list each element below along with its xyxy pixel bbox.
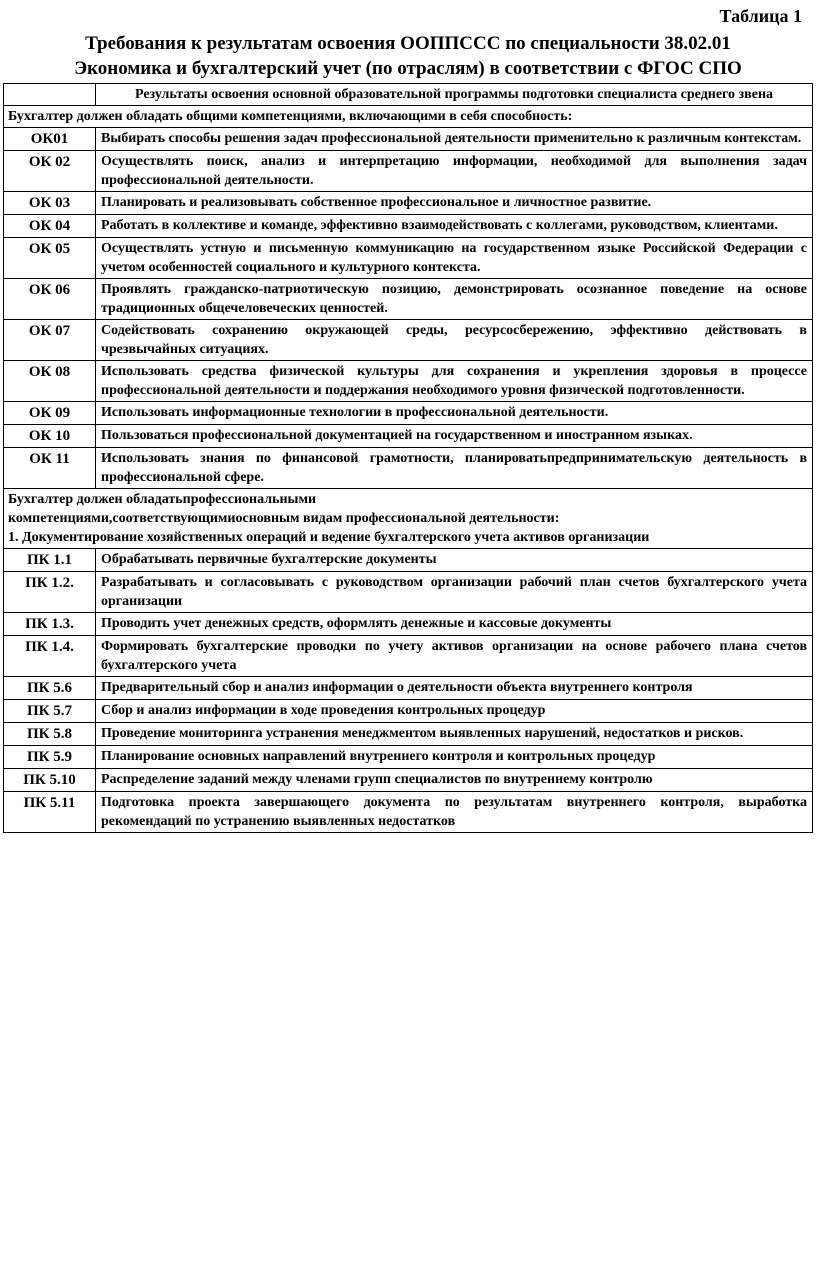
professional-competency-row bbox=[4, 746, 813, 769]
professional-intro bbox=[4, 489, 813, 549]
competency-code: ПК 5.6 bbox=[4, 677, 96, 700]
competency-description: Планирование основных направлений внутреннего контроля и контрольных процедур bbox=[96, 746, 813, 769]
competency-description: Работать в коллективе и команде, эффективно взаимодействовать с коллегами, руководством, клиентами. bbox=[96, 215, 813, 238]
table-header-row bbox=[4, 84, 813, 106]
competency-description: Проводить учет денежных средств, оформлять денежные и кассовые документы bbox=[96, 613, 813, 636]
competency-description: Использовать знания по финансовой грамотности, планироватьпредпринимательскую деятельность в профессиональной сфере. bbox=[96, 448, 813, 489]
competency-description: Пользоваться профессиональной документацией на государственном и иностранном языках. bbox=[96, 425, 813, 448]
competency-description: Распределение заданий между членами групп специалистов по внутреннему контролю bbox=[96, 769, 813, 792]
competency-code: ПК 1.2. bbox=[4, 572, 96, 613]
competency-table bbox=[3, 83, 813, 833]
competency-code: ОК01 bbox=[4, 128, 96, 151]
professional-competency-row bbox=[4, 572, 813, 613]
competency-code: ПК 1.4. bbox=[4, 636, 96, 677]
table-number: Таблица 1 bbox=[719, 6, 802, 26]
professional-intro-line: Бухгалтер должен обладатьпрофессиональными bbox=[8, 492, 317, 507]
general-competency-row bbox=[4, 402, 813, 425]
general-intro: Бухгалтер должен обладать общими компетенциями, включающими в себя способность: bbox=[4, 106, 813, 128]
competency-description: Подготовка проекта завершающего документа по результатам внутреннего контроля, выработка рекомендаций по устранению выявленных недостатков bbox=[96, 792, 813, 833]
general-competency-row bbox=[4, 425, 813, 448]
general-competency-row bbox=[4, 361, 813, 402]
competency-description: Планировать и реализовывать собственное профессиональное и личностное развитие. bbox=[96, 192, 813, 215]
general-competency-row bbox=[4, 448, 813, 489]
competency-code: ОК 10 bbox=[4, 425, 96, 448]
competency-description: Использовать средства физической культуры для сохранения и укрепления здоровья в процессе профессиональной деятельности и поддержания необходимого уровня физической подготовленности. bbox=[96, 361, 813, 402]
general-competency-row bbox=[4, 279, 813, 320]
professional-competency-row bbox=[4, 792, 813, 833]
general-competency-row bbox=[4, 128, 813, 151]
title-line-1: Требования к результатам освоения ООППССС по специальности 38.02.01 bbox=[85, 33, 731, 54]
competency-description: Содействовать сохранению окружающей среды, ресурсосбережению, эффективно действовать в чрезвычайных ситуациях. bbox=[96, 320, 813, 361]
general-competency-row bbox=[4, 320, 813, 361]
professional-competency-row bbox=[4, 723, 813, 746]
competency-description: Обрабатывать первичные бухгалтерские документы bbox=[96, 549, 813, 572]
general-competency-row bbox=[4, 238, 813, 279]
competency-code: ПК 5.7 bbox=[4, 700, 96, 723]
professional-competency-row bbox=[4, 700, 813, 723]
competency-code: ОК 09 bbox=[4, 402, 96, 425]
header-cell: Результаты освоения основной образовательной программы подготовки специалиста среднего звена bbox=[96, 84, 813, 106]
competency-code: ПК 1.1 bbox=[4, 549, 96, 572]
competency-code: ОК 08 bbox=[4, 361, 96, 402]
general-competency-row bbox=[4, 215, 813, 238]
professional-intro-line: 1. Документирование хозяйственных операций и ведение бухгалтерского учета активов организации bbox=[8, 530, 650, 545]
competency-description: Осуществлять поиск, анализ и интерпретацию информации, необходимой для выполнения задач профессиональной деятельности. bbox=[96, 151, 813, 192]
professional-competency-row bbox=[4, 677, 813, 700]
competency-description: Использовать информационные технологии в профессиональной деятельности. bbox=[96, 402, 813, 425]
title-line-2: Экономика и бухгалтерский учет (по отраслям) в соответствии с ФГОС СПО bbox=[74, 58, 742, 79]
professional-competency-row bbox=[4, 613, 813, 636]
competency-code: ПК 5.11 bbox=[4, 792, 96, 833]
professional-intro-line: компетенциями,соответствующимиосновным видам профессиональной деятельности: bbox=[8, 511, 560, 526]
competency-code: ОК 11 bbox=[4, 448, 96, 489]
header-empty-cell bbox=[4, 84, 96, 106]
general-competency-row bbox=[4, 151, 813, 192]
competency-code: ОК 07 bbox=[4, 320, 96, 361]
professional-competency-row bbox=[4, 636, 813, 677]
competency-code: ПК 5.8 bbox=[4, 723, 96, 746]
competency-code: ПК 5.9 bbox=[4, 746, 96, 769]
competency-description: Предварительный сбор и анализ информации о деятельности объекта внутреннего контроля bbox=[96, 677, 813, 700]
competency-code: ОК 05 bbox=[4, 238, 96, 279]
competency-code: ПК 5.10 bbox=[4, 769, 96, 792]
competency-description: Выбирать способы решения задач профессиональной деятельности применительно к различным контекстам. bbox=[96, 128, 813, 151]
professional-competency-row bbox=[4, 549, 813, 572]
competency-description: Проведение мониторинга устранения менеджментом выявленных нарушений, недостатков и рисков. bbox=[96, 723, 813, 746]
competency-description: Формировать бухгалтерские проводки по учету активов организации на основе рабочего плана счетов бухгалтерского учета bbox=[96, 636, 813, 677]
general-competency-row bbox=[4, 192, 813, 215]
professional-competency-row bbox=[4, 769, 813, 792]
general-intro-row bbox=[4, 106, 813, 128]
competency-description: Осуществлять устную и письменную коммуникацию на государственном языке Российской Федерации с учетом особенностей социального и культурного контекста. bbox=[96, 238, 813, 279]
competency-code: ОК 06 bbox=[4, 279, 96, 320]
competency-description: Сбор и анализ информации в ходе проведения контрольных процедур bbox=[96, 700, 813, 723]
document-title bbox=[0, 31, 816, 81]
competency-code: ПК 1.3. bbox=[4, 613, 96, 636]
competency-code: ОК 02 bbox=[4, 151, 96, 192]
competency-code: ОК 03 bbox=[4, 192, 96, 215]
professional-intro-row bbox=[4, 489, 813, 549]
competency-description: Проявлять гражданско-патриотическую позицию, демонстрировать осознанное поведение на основе традиционных общечеловеческих ценностей. bbox=[96, 279, 813, 320]
competency-description: Разрабатывать и согласовывать с руководством организации рабочий план счетов бухгалтерского учета организации bbox=[96, 572, 813, 613]
competency-code: ОК 04 bbox=[4, 215, 96, 238]
